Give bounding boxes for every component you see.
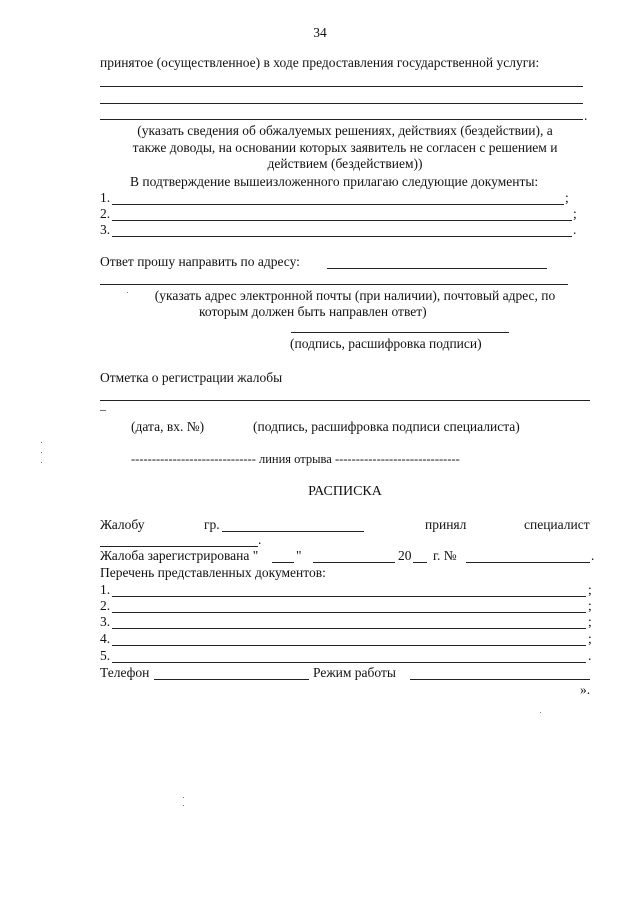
doc-item-line [112,220,572,221]
receipt-doc-end: ; [588,598,592,613]
year-prefix: 20 [398,548,412,563]
phone-label: Телефон [100,665,150,680]
receipt-accepted-word: принял [425,517,467,532]
reg-line-end: . [591,548,595,563]
doc-item-number: 3. [100,222,111,237]
receipt-doc-end: ; [588,582,592,597]
page-number: 34 [313,25,327,40]
receipt-doc-line [112,596,586,597]
receipt-doc-number: 4. [100,631,111,646]
reg-number-line [466,562,590,563]
hours-line [410,679,590,680]
citizen-name-line [222,531,364,532]
receipt-doc-end: ; [588,614,592,629]
closing-quote: ». [580,682,591,697]
receipt-doc-number: 2. [100,598,111,613]
receipt-doc-number: 1. [100,582,111,597]
reg-month-line [313,562,395,563]
hint-address-line1: (указать адрес электронной почты (при наличии), почтовый адрес, по [154,288,556,303]
signature-line [291,332,509,333]
blank-line [100,86,583,87]
phone-line [154,679,309,680]
quote-close: " [296,548,302,563]
doc-item-line [112,204,564,205]
line-end-period: . [584,108,588,123]
receipt-citizen-abbr: гр. [204,517,220,532]
hint-decisions-line1: (указать сведения об обжалуемых решениях, действиях (бездействии), а [137,123,553,138]
reg-year-line [413,562,427,563]
doc-item-end: . [573,222,577,237]
registration-mark-label: Отметка о регистрации жалобы [100,370,283,385]
registered-label: Жалоба зарегистрирована " [100,548,259,563]
specialist-name-line [100,546,258,547]
specialist-signature-hint: (подпись, расшифровка подписи специалиста) [253,419,520,434]
specialist-line-end: . [258,532,262,547]
intro-text: принятое (осуществленное) в ходе предоставления государственной услуги: [100,55,540,70]
receipt-doc-line [112,662,586,663]
documents-label: Перечень представленных документов: [100,565,326,580]
signature-hint: (подпись, расшифровка подписи) [290,336,482,351]
hint-decisions-line2: также доводы, на основании которых заявитель не согласен с решением и [132,140,558,155]
receipt-doc-end: . [588,648,592,663]
answer-address-label: Ответ прошу направить по адресу: [100,254,300,269]
doc-item-line [112,236,572,237]
receipt-title: РАСПИСКА [308,484,382,499]
date-hint: (дата, вх. №) [131,419,205,434]
receipt-complaint-word: Жалобу [100,517,145,532]
doc-item-end: ; [565,190,569,205]
tear-line: ------------------------------ линия отрыва ------------------------------ [131,452,460,466]
hours-label: Режим работы [313,665,396,680]
year-suffix: г. № [433,548,457,563]
doc-item-number: 1. [100,190,111,205]
receipt-doc-number: 3. [100,614,111,629]
blank-line [100,103,583,104]
blank-line [100,119,583,120]
receipt-doc-line [112,612,586,613]
hint-address-line2: которым должен быть направлен ответ) [199,304,427,319]
confirm-text: В подтверждение вышеизложенного прилагаю следующие документы: [130,174,539,189]
registration-dash: – [100,402,106,416]
reg-day-line [272,562,294,563]
receipt-specialist-word: специалист [524,517,590,532]
hint-decisions-line3: действием (бездействием)) [267,156,423,171]
receipt-doc-end: ; [588,631,592,646]
registration-line [100,400,590,401]
address-line [327,268,547,269]
doc-item-end: ; [573,206,577,221]
doc-item-number: 2. [100,206,111,221]
receipt-doc-line [112,628,586,629]
receipt-doc-line [112,645,586,646]
address-line [100,284,568,285]
receipt-doc-number: 5. [100,648,111,663]
